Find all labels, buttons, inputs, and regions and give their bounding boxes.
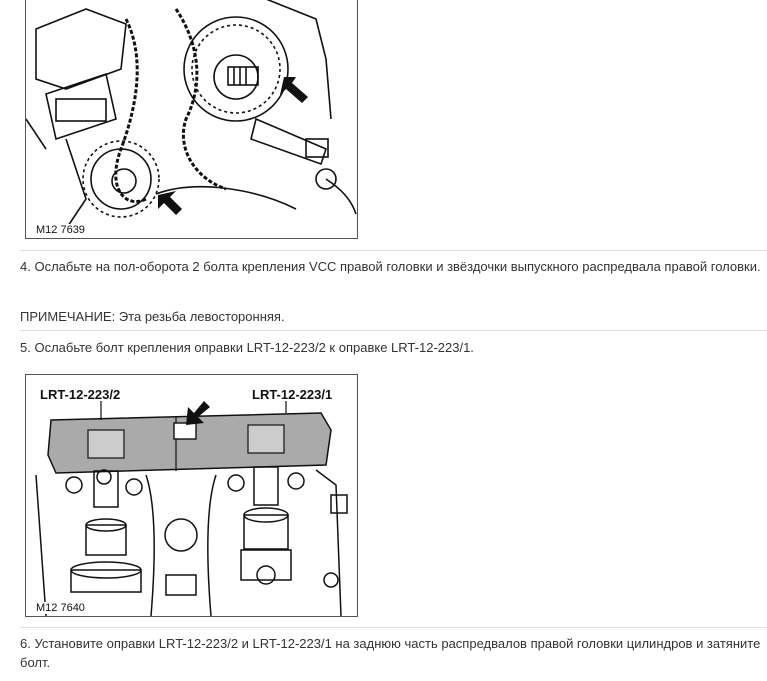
step-6-text: 6. Установите оправки LRT-12-223/2 и LRT-12-223/1 на заднюю часть распредвалов правой головки цилиндров и затяните болт.	[20, 636, 761, 670]
figure-alignment-tools	[25, 374, 358, 617]
note-text: ПРИМЕЧАНИЕ: Эта резьба левосторонняя.	[20, 309, 285, 324]
divider	[20, 250, 767, 251]
label-lrt-12-223-1: LRT-12-223/1	[252, 387, 333, 402]
figure-code: M12 7639	[36, 224, 85, 236]
figure-code: M12 7640	[36, 602, 85, 614]
vcc-chain-drawing	[26, 0, 357, 238]
alignment-tools-drawing	[26, 375, 357, 616]
divider	[20, 330, 767, 331]
divider	[20, 627, 767, 628]
label-lrt-12-223-2: LRT-12-223/2	[40, 387, 121, 402]
step-4-text: 4. Ослабьте на пол-оборота 2 болта крепления VCC правой головки и звёздочки выпускного распредвала правой головки.	[20, 259, 761, 274]
figure-vcc-chain	[25, 0, 358, 239]
step-5-text: 5. Ослабьте болт крепления оправки LRT-12-223/2 к оправке LRT-12-223/1.	[20, 340, 474, 355]
